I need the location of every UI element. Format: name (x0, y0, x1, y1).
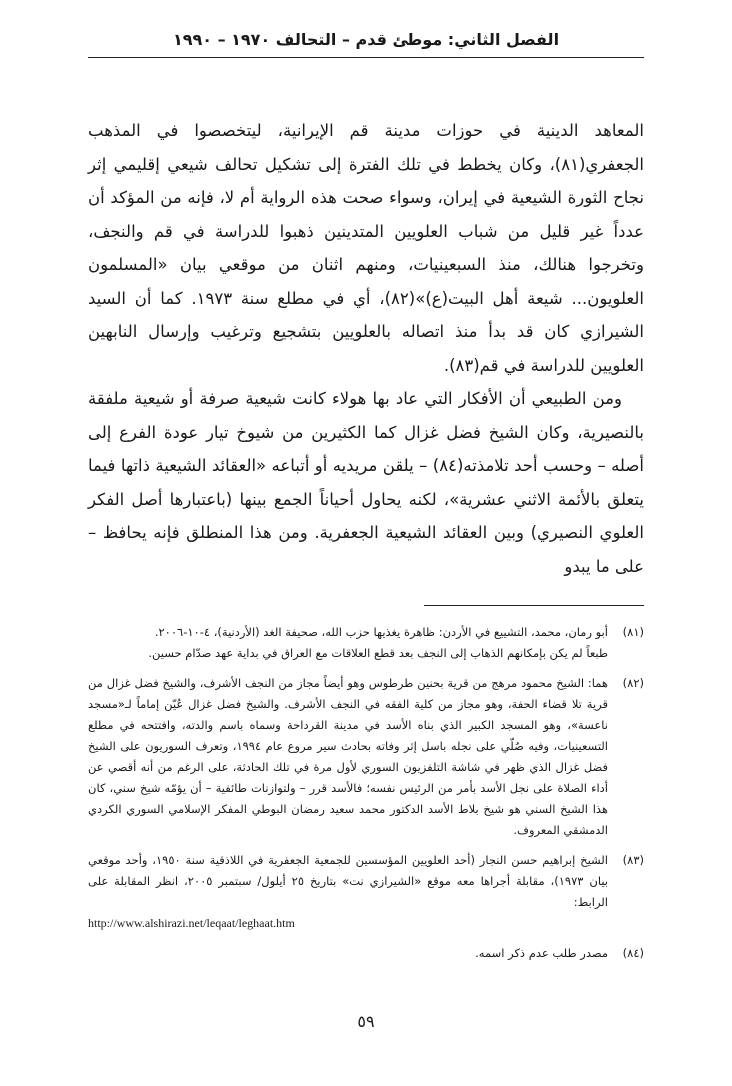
footnote-text (88, 673, 608, 841)
footnote-number: (٨٢) (622, 676, 644, 690)
body-paragraph: ومن الطبيعي أن الأفكار التي عاد بها هولاء كانت شيعية صرفة أو شيعية ملفقة بالنصيرية، وكان الشيخ فضل غزال كما الكثيرين من شيوخ تيار عودة الفرع إلى أصله – وحسب أحد تلامذته(٨٤) – يلقن مريديه أو أتباعه «العقائد الشيعية ذاتها فيما يتعلق بالأئمة الاثني عشرية»، لكنه يحاول أحياناً الجمع بينها (باعتبارها أصل الفكر العلوي النصيري) وبين العقائد الشيعية الجعفرية. ومن هذا المنطلق فإنه يحافظ – على ما يبدو (88, 389, 644, 576)
footnote-text (88, 622, 608, 664)
footnote-text (88, 943, 608, 964)
running-head: الفصل الثاني: موطئ قدم – التحالف ١٩٧٠ – ١٩٩٠ (88, 30, 644, 58)
footnote-text (88, 850, 608, 934)
footnote-line: الشيخ إبراهيم حسن النجار (أحد العلويين المؤسسين للجمعية الجعفرية في اللاذقية سنة ١٩٥٠، وأحد موقعي بيان ١٩٧٣)، مقابلة أجراها معه موقع «الشيرازي نت» بتاريخ ٢٥ أيلول/ سبتمبر ٢٠٠٥، انظر المقابلة على الرابط: (88, 853, 608, 909)
footnote-url-link[interactable]: http://www.alshirazi.net/leqaat/leghaat.htm (88, 916, 295, 930)
footnote-83 (88, 850, 644, 934)
footnote-line: مصدر طلب عدم ذكر اسمه. (475, 946, 608, 960)
footnote-line: هما: الشيخ محمود مرهج من قرية بحنين طرطوس وهو أيضاً مجاز من النجف الأشرف، والشيخ فضل غزال من قرية تلا قضاء الحفة، وهو مجاز من كلية الفقه في النجف الأشرف. والشيخ فضل غزال عُيّن إماماً لـ«مسجد ناعسة»، وهو المسجد الكبير الذي بناه الأسد في مدينة القرداحة وسماه باسم والدته، وافتتحه في مطلع التسعينيات، وفيه صُلّي على نجله باسل إثر وفاته بحادث سير مروع عام ١٩٩٤، وتعرف السوريون على الشيخ فضل غزال الذي ظهر في شاشة التلفزيون السوري لأول مرة في تلك الحادثة، على الرغم من أنه أقصي عن أداء الصلاة على نجل الأسد بأمر من الرئيس نفسه؛ فالأسد قرر – ولتوازنات طائفية – أن يؤمّه شيخ سني، كان هذا الشيخ السني هو شيخ بلاط الأسد الدكتور محمد سعيد رمضان البوطي المفكر الإسلامي السوري الكردي الدمشقي المعروف. (88, 676, 608, 837)
page-number: ٥٩ (357, 1012, 375, 1031)
footnote-line: أبو رمان، محمد، التشييع في الأردن: ظاهرة يغذيها حزب الله، صحيفة الغد (الأردنية)، ٤-١٠-٢٠٠٦. (154, 625, 608, 639)
footnote-81 (88, 622, 644, 664)
footnotes (88, 622, 644, 973)
footnote-number: (٨٤) (622, 946, 644, 960)
footnote-separator (424, 605, 644, 606)
footnote-number: (٨٣) (622, 853, 644, 867)
footnote-line: طبعاً لم يكن بإمكانهم الذهاب إلى النجف بعد قطع العلاقات مع العراق في بداية عهد صدّام حسين. (148, 646, 608, 660)
body-text (88, 114, 644, 583)
footnote-number: (٨١) (622, 625, 644, 639)
footnote-84 (88, 943, 644, 964)
footnote-82 (88, 673, 644, 841)
body-paragraph: المعاهد الدينية في حوزات مدينة قم الإيرانية، ليتخصصوا في المذهب الجعفري(٨١)، وكان يخطط في تلك الفترة إلى تشكيل تحالف شيعي إقليمي إثر نجاح الثورة الشيعية في إيران، وسواء صحت هذه الرواية أم لا، فإنه من المؤكد أن عدداً غير قليل من شباب العلويين المتدينين ذهبوا للدراسة في قم والنجف، وتخرجوا هنالك، منذ السبعينيات، ومنهم اثنان من موقعي بيان «المسلمون العلويون... شيعة أهل البيت(ع)»(٨٢)، أي في مطلع سنة ١٩٧٣. كما أن السيد الشيرازي كان قد بدأ منذ اتصاله بالعلويين بتشجيع وترغيب وإرسال النابهين العلويين للدراسة في قم(٨٣). (88, 121, 644, 375)
